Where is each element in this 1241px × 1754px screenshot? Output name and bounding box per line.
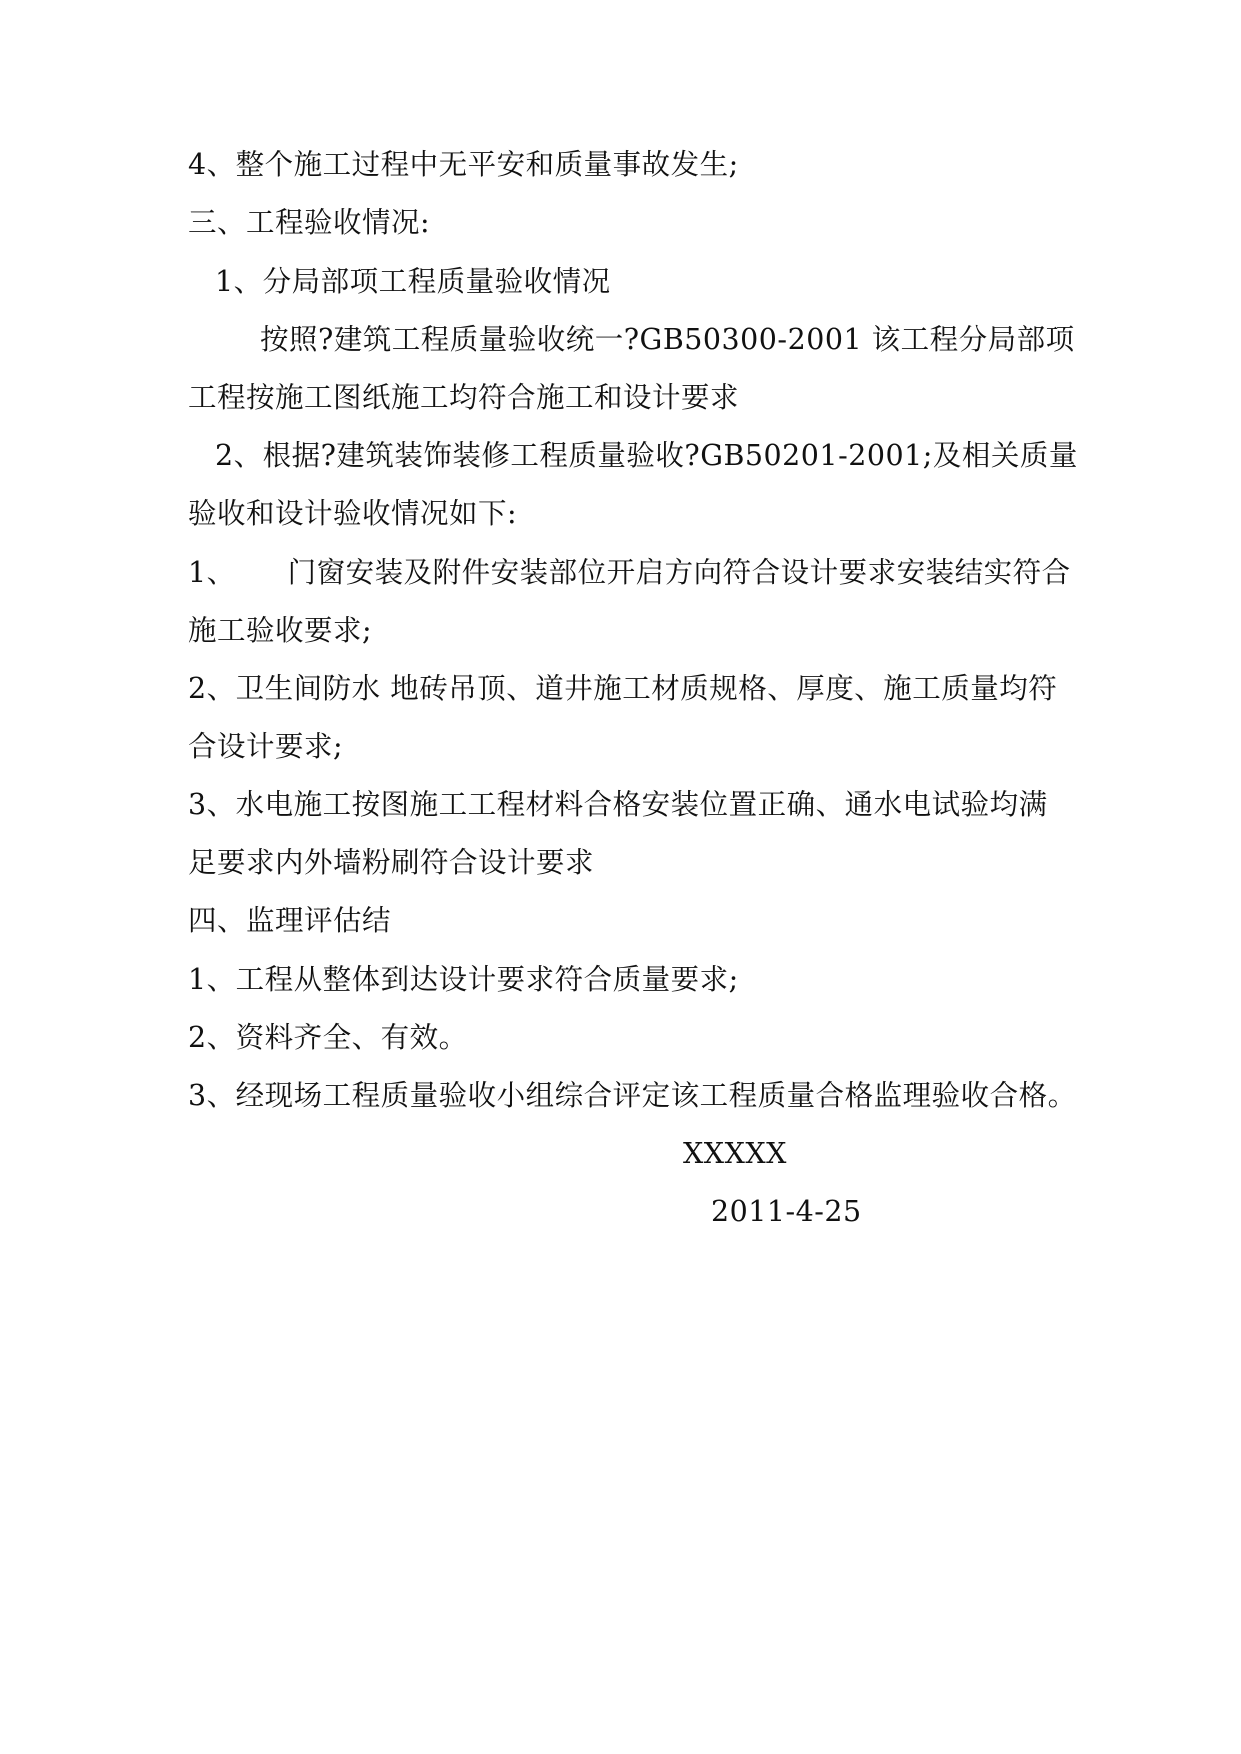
paragraph-line: 施工验收要求; [188,614,373,647]
text-line: 4、整个施工过程中无平安和质量事故发生; [188,148,739,181]
list-item: 2、资料齐全、有效。 [188,1021,468,1054]
list-item: 3、经现场工程质量验收小组综合评定该工程质量合格监理验收合格。 [188,1079,1077,1112]
date: 2011-4-25 [711,1195,862,1228]
list-item [188,553,1071,593]
paragraph-line: 按照?建筑工程质量验收统一?GB50300-2001 该工程分局部项 [260,323,1075,356]
list-item-number: 1、 [188,556,236,589]
paragraph-line: 合设计要求; [188,730,344,763]
paragraph-line: 2、根据?建筑装饰装修工程质量验收?GB50201-2001;及相关质量 [215,439,1078,472]
paragraph-line: 工程按施工图纸施工均符合施工和设计要求 [188,381,740,414]
section-heading: 四、监理评估结 [188,904,392,937]
list-item: 1、工程从整体到达设计要求符合质量要求; [188,963,739,996]
list-item: 3、水电施工按图施工工程材料合格安装位置正确、通水电试验均满 [188,788,1048,821]
paragraph-line: 验收和设计验收情况如下: [188,497,518,530]
paragraph-line: 足要求内外墙粉刷符合设计要求 [188,846,595,879]
section-heading: 三、工程验收情况: [188,206,431,239]
subsection-heading: 1、分局部项工程质量验收情况 [215,265,611,298]
list-item: 2、卫生间防水 地砖吊顶、道井施工材质规格、厚度、施工质量均符 [188,672,1058,705]
list-item-text: 门窗安装及附件安装部位开启方向符合设计要求安装结实符合 [287,556,1071,589]
signature: XXXXX [683,1137,787,1170]
